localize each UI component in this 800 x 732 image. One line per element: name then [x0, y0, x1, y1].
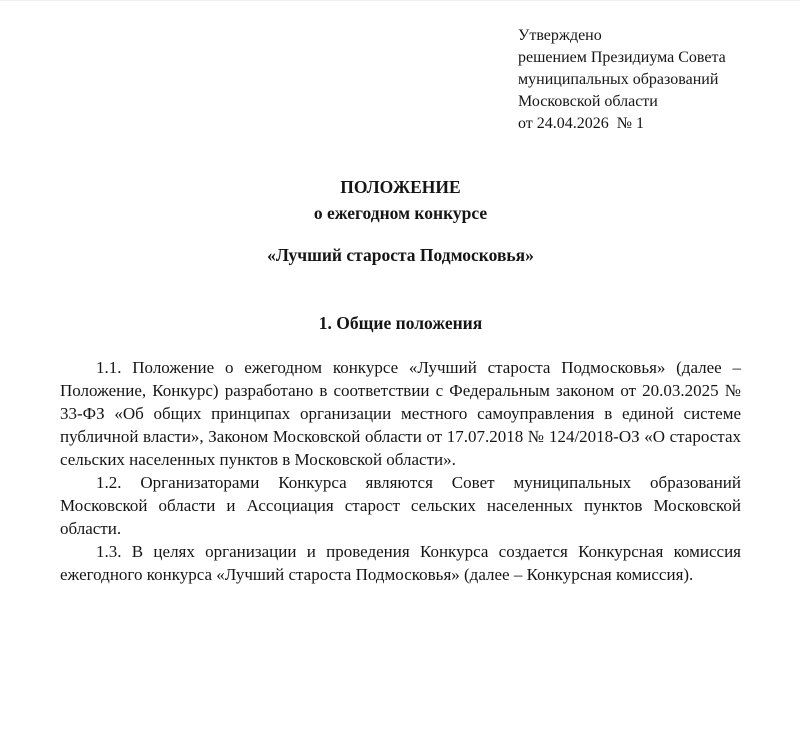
document-subtitle: о ежегодном конкурсе: [313, 203, 488, 223]
paragraph-1-3: 1.3. В целях организации и проведения Конкурса создается Конкурсная комиссия ежегодного конкурса «Лучший староста Подмосковья» (далее – Конкурсная комиссия).: [60, 542, 741, 584]
approval-line-date-number: от 24.04.2026 № 1: [518, 115, 645, 132]
approval-line: муниципальных образований: [518, 71, 719, 88]
document-body: [60, 356, 741, 586]
approval-line: Утверждено: [518, 27, 602, 44]
paragraph-1-2: 1.2. Организаторами Конкурса являются Совет муниципальных образований Московской области и Ассоциация старост сельских населенных пунктов Московской области.: [60, 473, 741, 538]
approval-line: решением Президиума Совета: [518, 49, 726, 66]
approval-line: Московской области: [518, 93, 658, 110]
document-title-block: [60, 174, 741, 226]
document-title: ПОЛОЖЕНИЕ: [340, 177, 461, 197]
section-heading: 1. Общие положения: [318, 313, 483, 333]
paragraph-1-1: 1.1. Положение о ежегодном конкурсе «Лучший староста Подмосковья» (далее – Положение, Конкурс) разработано в соответствии с Федеральным законом от 20.03.2025 № 33-ФЗ «Об общих принципах организации местного самоуправления в единой системе публичной власти», Законом Московской области от 17.07.2018 № 124/2018-ОЗ «О старостах сельских населенных пунктов в Московской области».: [60, 358, 741, 469]
contest-name: «Лучший староста Подмосковья»: [267, 245, 534, 265]
approval-block: [518, 25, 726, 135]
